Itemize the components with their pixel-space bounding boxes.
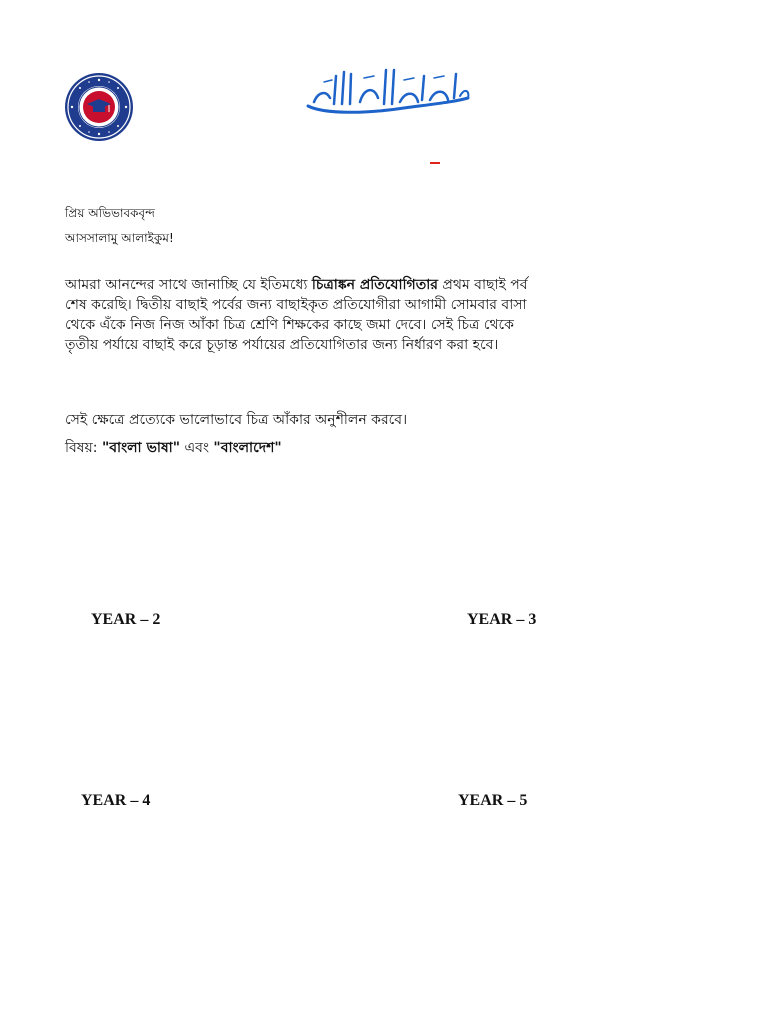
paragraph-bold-competition: চিত্রাঙ্কন প্রতিযোগিতার <box>311 277 438 293</box>
practice-instruction: সেই ক্ষেত্রে প্রত্যেকে ভালোভাবে চিত্র আঁকার অনুশীলন করবে। <box>65 412 408 428</box>
subject-line <box>65 438 282 458</box>
paragraph-start: আমরা আনন্দের সাথে জানাচ্ছি যে ইতিমধ্যে <box>65 277 312 293</box>
salutation-dear-parents: প্রিয় অভিভাবকবৃন্দ <box>65 206 155 220</box>
subject-bangla-language: "বাংলা ভাষা" <box>101 440 181 456</box>
school-seal-logo <box>64 72 134 142</box>
year-3-heading: YEAR – 3 <box>467 611 537 628</box>
red-dash-separator <box>430 162 440 164</box>
year-2-heading: YEAR – 2 <box>91 611 161 628</box>
salutation-greeting: আসসালামু আলাইকুম! <box>65 231 174 245</box>
subject-conjunction: এবং <box>180 440 214 456</box>
announcement-paragraph <box>65 275 545 355</box>
paragraph-end: প্রথম বাছাই পর্ব শেষ করেছি। দ্বিতীয় বাছাই পর্বের জন্য বাছাইকৃত প্রতিযোগীরা আগামী সোমবার বাসা থেকে এঁকে নিজ নিজ আঁকা চিত্র শ্রেণি শিক্ষকের কাছে জমা দেবে। সেই চিত্র থেকে তৃতীয় পর্যায়ে বাছাই করে চূড়ান্ত পর্যায়ের প্রতিযোগিতার জন্য নির্ধারণ করা হবে। <box>65 277 528 353</box>
year-4-heading: YEAR – 4 <box>81 792 151 809</box>
subject-bangladesh: "বাংলাদেশ" <box>213 440 282 456</box>
bismillah-calligraphy <box>304 62 472 116</box>
year-5-heading: YEAR – 5 <box>458 792 528 809</box>
subject-label: বিষয়: <box>65 440 102 456</box>
